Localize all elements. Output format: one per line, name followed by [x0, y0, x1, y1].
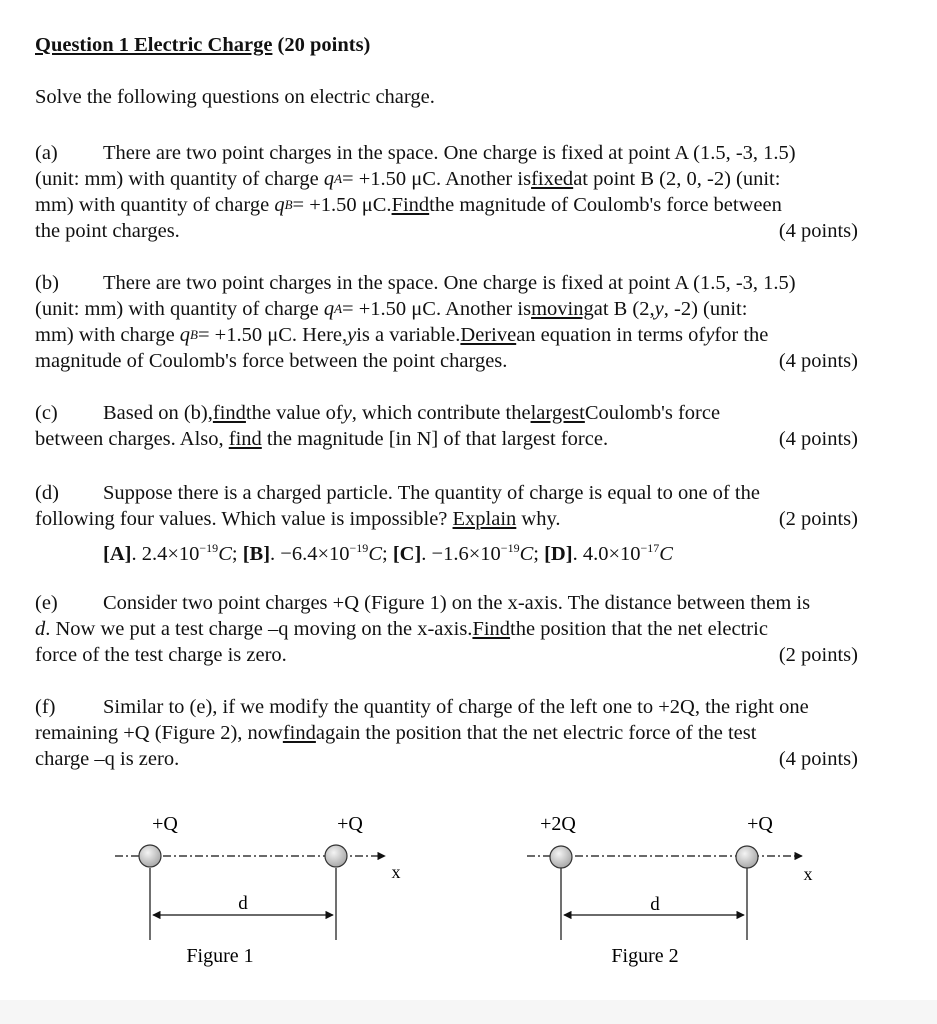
part-e-l2a: . Now we put a test charge –q moving on the x-axis. — [45, 618, 473, 640]
part-b-l3a: mm) with charge — [35, 324, 175, 346]
part-f — [35, 694, 893, 772]
option-a-value: . 2.4×10 — [131, 542, 200, 565]
part-c-l2a: between charges. Also, — [35, 428, 229, 450]
qa-symbol: q — [323, 298, 335, 320]
option-b-sep: ; — [382, 542, 393, 565]
part-f-l2b: again the position that the net electric force of the test — [315, 722, 757, 744]
part-f-line1: Similar to (e), if we modify the quantity of charge of the left one to +2Q, the right one — [103, 696, 809, 718]
qb-sub: B — [284, 197, 293, 212]
fig2-left-charge: +2Q — [540, 813, 576, 835]
part-c-points: (4 points) — [778, 428, 858, 450]
y-var: y — [347, 324, 357, 346]
part-b — [35, 270, 893, 374]
part-d-label: (d) — [35, 482, 59, 504]
option-b-unit: C — [368, 542, 382, 565]
fig1-distance-label: d — [238, 893, 248, 914]
qb-sub: B — [190, 327, 198, 342]
fig2-distance-label: d — [650, 894, 660, 915]
part-b-line1: There are two point charges in the space. One charge is fixed at point A (1.5, -3, 1.5) — [103, 272, 796, 294]
part-a-l3a: mm) with quantity of charge — [35, 194, 270, 216]
option-d — [544, 543, 673, 565]
part-a-l2a: (unit: mm) with quantity of charge — [35, 168, 319, 190]
fig2-right-charge-ball — [736, 846, 758, 868]
part-f-points: (4 points) — [778, 748, 858, 770]
option-c-unit: C — [519, 542, 534, 565]
fig1-caption: Figure 1 — [186, 945, 254, 967]
part-b-l2a: (unit: mm) with quantity of charge — [35, 298, 319, 320]
option-c-value: . −1.6×10 — [421, 542, 501, 565]
option-c-exp: −19 — [500, 541, 520, 555]
option-c-sep: ; — [533, 542, 545, 565]
qa-sub: A — [334, 301, 343, 316]
part-c-label: (c) — [35, 402, 58, 424]
figures — [0, 800, 937, 1000]
part-e-label: (e) — [35, 592, 58, 614]
part-d-l2a: following four values. Which value is impossible? — [35, 508, 453, 530]
part-b-l3b: = +1.50 μC. Here, — [198, 324, 348, 346]
qa-symbol: q — [323, 168, 335, 190]
part-a-l2c: at point B (2, 0, -2) (unit: — [573, 168, 781, 190]
part-c — [35, 400, 893, 452]
part-a-l4: the point charges. — [35, 220, 180, 242]
option-a-unit: C — [218, 542, 232, 565]
option-a-label: [A] — [103, 542, 132, 565]
y-var: y — [705, 324, 715, 346]
y-var: y — [654, 298, 664, 320]
part-c-find: find — [212, 402, 246, 424]
part-b-l3e: for the — [714, 324, 769, 346]
part-a-find: Find — [391, 194, 430, 216]
part-a-points: (4 points) — [778, 220, 858, 242]
part-e — [35, 590, 893, 668]
part-f-l2a: remaining +Q (Figure 2), now — [35, 722, 283, 744]
part-a-l3c: the magnitude of Coulomb's force between — [429, 194, 782, 216]
fig2-axis-label: x — [803, 864, 813, 884]
part-a-fixed: fixed — [531, 168, 574, 190]
fig1-right-charge-ball — [325, 845, 347, 867]
part-c-l1a: Based on (b), — [103, 402, 213, 424]
part-d-explain: Explain — [452, 508, 517, 530]
part-d-l2b: why. — [516, 508, 561, 530]
part-b-derive: Derive — [460, 324, 517, 346]
d-var: d — [35, 618, 46, 640]
part-c-largest: largest — [530, 402, 585, 424]
option-b-label: [B] — [242, 542, 271, 565]
part-d-options — [35, 535, 893, 567]
option-a-sep: ; — [231, 542, 243, 565]
part-a-label: (a) — [35, 142, 58, 164]
option-c-label: [C] — [392, 542, 422, 565]
fig2-left-charge-ball — [550, 846, 572, 868]
part-d-line1: Suppose there is a charged particle. The quantity of charge is equal to one of the — [103, 482, 760, 504]
part-c-l2b: the magnitude [in N] of that largest force. — [261, 428, 609, 450]
intro-text: Solve the following questions on electric charge. — [35, 86, 435, 108]
qb-symbol: q — [179, 324, 191, 346]
part-e-l3: force of the test charge is zero. — [35, 644, 287, 666]
option-d-value: . 4.0×10 — [572, 542, 641, 565]
part-c-l1d: Coulomb's force — [584, 402, 721, 424]
option-d-label: [D] — [544, 542, 573, 565]
fig2-caption: Figure 2 — [611, 945, 679, 967]
option-d-unit: C — [659, 542, 673, 565]
qa-sub: A — [334, 171, 343, 186]
part-b-l2b: = +1.50 μC. Another is — [342, 298, 532, 320]
part-e-points: (2 points) — [778, 644, 858, 666]
option-b-exp: −19 — [349, 541, 369, 555]
fig1-axis-label: x — [391, 862, 401, 882]
fig2-right-charge: +Q — [747, 813, 773, 835]
part-b-l3d: an equation in terms of — [516, 324, 706, 346]
option-c — [393, 543, 544, 565]
part-b-l2d: , -2) (unit: — [663, 298, 748, 320]
fig1-left-charge: +Q — [152, 813, 178, 835]
option-a — [103, 543, 243, 565]
part-b-label: (b) — [35, 272, 59, 294]
question-title — [35, 34, 370, 57]
figure-2 — [527, 813, 813, 967]
option-b — [243, 543, 393, 565]
part-b-points: (4 points) — [778, 350, 858, 372]
part-a — [35, 140, 893, 244]
part-c-find2: find — [228, 428, 262, 450]
part-f-label: (f) — [35, 696, 56, 718]
bottom-edge — [0, 1000, 937, 1024]
part-e-find: Find — [472, 618, 511, 640]
part-a-line1: There are two point charges in the space. One charge is fixed at point A (1.5, -3, 1.5) — [103, 142, 796, 164]
part-f-l3: charge –q is zero. — [35, 748, 180, 770]
qb-symbol: q — [274, 194, 285, 216]
title-underlined: Question 1 Electric Charge — [35, 34, 273, 56]
part-b-l2c: at B (2, — [593, 298, 655, 320]
part-b-l4: magnitude of Coulomb's force between the point charges. — [35, 350, 508, 372]
part-a-l2b: = +1.50 μC. Another is — [342, 168, 532, 190]
part-c-l1c: , which contribute the — [351, 402, 531, 424]
part-c-l1b: the value of — [245, 402, 343, 424]
option-a-exp: −19 — [199, 541, 219, 555]
figure-1 — [115, 813, 401, 967]
fig1-left-charge-ball — [139, 845, 161, 867]
part-f-find: find — [282, 722, 316, 744]
fig1-right-charge: +Q — [337, 813, 363, 835]
option-d-exp: −17 — [640, 541, 660, 555]
part-a-l3b: = +1.50 μC. — [292, 194, 392, 216]
y-var: y — [342, 402, 352, 424]
part-e-line1: Consider two point charges +Q (Figure 1) on the x-axis. The distance between them is — [103, 592, 811, 614]
part-b-moving: moving — [531, 298, 594, 320]
part-e-l2b: the position that the net electric — [510, 618, 768, 640]
title-points: (20 points) — [272, 34, 371, 56]
part-b-l3c: is a variable. — [356, 324, 461, 346]
part-d-points: (2 points) — [778, 508, 858, 530]
option-b-value: . −6.4×10 — [270, 542, 350, 565]
part-d — [35, 480, 893, 567]
